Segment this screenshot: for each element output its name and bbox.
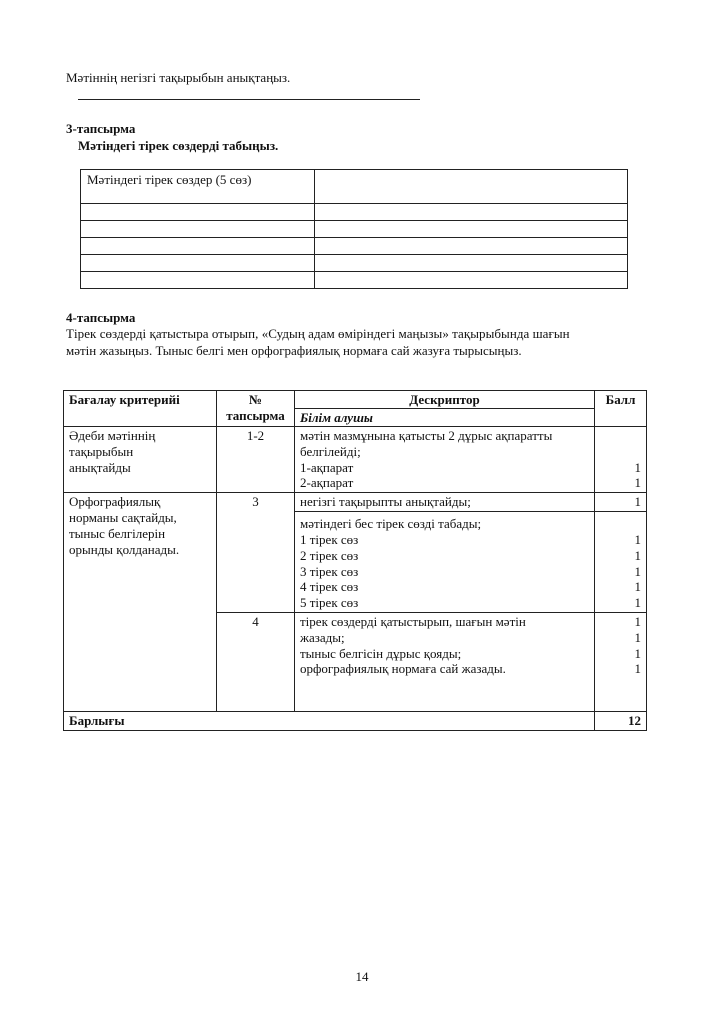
criterion1-cell <box>64 427 217 493</box>
table-cell[interactable] <box>314 170 627 204</box>
score-value: 1 <box>634 531 641 547</box>
score-cell <box>595 493 647 512</box>
score-cell <box>595 427 647 493</box>
header-task-no-1: № <box>248 392 263 407</box>
task-no: 4 <box>252 613 259 629</box>
total-label: Барлығы <box>69 712 125 728</box>
table-cell[interactable] <box>81 238 315 255</box>
intro-question: Мәтіннің негізгі тақырыбын анықтаңыз. <box>66 70 291 85</box>
table-cell[interactable] <box>314 238 627 255</box>
descriptor-cell <box>295 512 595 613</box>
table-row <box>64 711 647 730</box>
table-cell[interactable] <box>81 204 315 221</box>
table-row <box>64 493 647 512</box>
task-no-cell <box>217 612 295 711</box>
score-cell <box>595 612 647 711</box>
descriptor-line: орфографиялық нормаға сай жазады. <box>300 661 506 677</box>
score-value <box>600 516 641 532</box>
table-cell[interactable] <box>81 272 315 289</box>
task-no-cell <box>217 427 295 493</box>
score-value: 1 <box>634 494 641 510</box>
descriptor-line: 3 тірек сөз <box>300 563 359 579</box>
score-value <box>600 428 641 444</box>
table-cell[interactable] <box>81 255 315 272</box>
answer-line <box>78 99 420 100</box>
task4-line2: мәтін жазыңыз. Тыныс белгі мен орфографиялық нормаға сай жазуға тырысыңыз. <box>66 343 522 358</box>
descriptor-line: 4 тірек сөз <box>300 579 359 595</box>
header-criteria-label: Бағалау критерийі <box>69 392 180 407</box>
task-no: 3 <box>252 494 259 510</box>
score-value: 1 <box>634 645 641 661</box>
score-value: 1 <box>634 613 641 629</box>
criterion2-line: норманы сақтайды, <box>69 509 177 525</box>
keywords-header-cell <box>81 170 315 204</box>
descriptor-line: тыныс белгісін дұрыс қояды; <box>300 645 462 661</box>
task3-instruction: Мәтіндегі тірек сөздерді табыңыз. <box>78 138 279 153</box>
table-row <box>81 204 628 221</box>
header-subheader: Білім алушы <box>295 408 594 426</box>
header-criteria <box>64 391 217 427</box>
table-row <box>81 255 628 272</box>
descriptor-line: тірек сөздерді қатыстырып, шағын мәтін <box>300 613 526 629</box>
descriptor-cell <box>295 612 595 711</box>
descriptor-line: 2 тірек сөз <box>300 547 359 563</box>
page-number: 14 <box>355 969 369 984</box>
score-value: 1 <box>634 629 641 645</box>
table-row <box>81 272 628 289</box>
task3-title: 3-тапсырма <box>66 121 136 136</box>
descriptor-line: 1 тірек сөз <box>300 531 359 547</box>
task-no-cell <box>217 493 295 613</box>
table-row <box>81 170 628 204</box>
table-cell[interactable] <box>314 204 627 221</box>
task4-line1: Тірек сөздерді қатыстыра отырып, «Судың адам өміріндегі маңызы» тақырыбында шағын <box>66 326 570 341</box>
criterion2-cell <box>64 493 217 712</box>
score-value: 1 <box>634 579 641 595</box>
header-score <box>595 391 647 427</box>
descriptor-line: 2-ақпарат <box>300 475 354 491</box>
task4-title: 4-тапсырма <box>66 310 136 325</box>
descriptor-line: негізгі тақырыпты анықтайды; <box>300 494 471 510</box>
total-label-cell <box>64 711 595 730</box>
table-cell[interactable] <box>314 272 627 289</box>
total-value-cell <box>595 711 647 730</box>
header-descriptor <box>295 391 595 427</box>
table-row <box>64 391 647 427</box>
table-cell[interactable] <box>314 255 627 272</box>
criterion2-line: орынды қолданады. <box>69 541 180 557</box>
score-value: 1 <box>634 547 641 563</box>
score-value <box>600 444 641 460</box>
table-row <box>81 221 628 238</box>
criterion1-line: Әдеби мәтіннің <box>69 428 156 443</box>
descriptor-line: белгілейді; <box>300 443 361 459</box>
table-row <box>81 238 628 255</box>
score-value: 1 <box>634 459 641 475</box>
score-cell <box>595 512 647 613</box>
criterion2-line: тыныс белгілерін <box>69 525 166 541</box>
descriptor-line: жазады; <box>300 629 345 645</box>
descriptor-line: 5 тірек сөз <box>300 595 359 611</box>
score-value: 1 <box>634 661 641 677</box>
descriptor-line: 1-ақпарат <box>300 459 354 475</box>
header-task-no <box>217 391 295 427</box>
table-row <box>64 427 647 493</box>
table-cell[interactable] <box>314 221 627 238</box>
header-score-label: Балл <box>605 392 636 407</box>
descriptor-line: мәтіндегі бес тірек сөзді табады; <box>300 516 482 532</box>
table-cell[interactable] <box>81 221 315 238</box>
keywords-table <box>80 169 628 289</box>
header-descriptor-label: Дескриптор <box>409 392 480 407</box>
score-value: 1 <box>634 595 641 611</box>
total-value: 12 <box>628 712 641 728</box>
header-task-no-2: тапсырма <box>226 407 285 423</box>
criterion1-line: анықтайды <box>69 459 131 475</box>
score-value: 1 <box>634 475 641 491</box>
descriptor-line: мәтін мазмұнына қатысты 2 дұрыс ақпаратты <box>300 428 553 443</box>
keywords-header: Мәтіндегі тірек сөздер (5 сөз) <box>87 172 252 187</box>
score-value: 1 <box>634 563 641 579</box>
descriptor-cell <box>295 427 595 493</box>
rubric-table <box>63 390 647 731</box>
criterion2-line: Орфографиялық <box>69 494 161 510</box>
task-no: 1-2 <box>246 428 265 443</box>
criterion1-line: тақырыбын <box>69 443 134 459</box>
descriptor-cell <box>295 493 595 512</box>
